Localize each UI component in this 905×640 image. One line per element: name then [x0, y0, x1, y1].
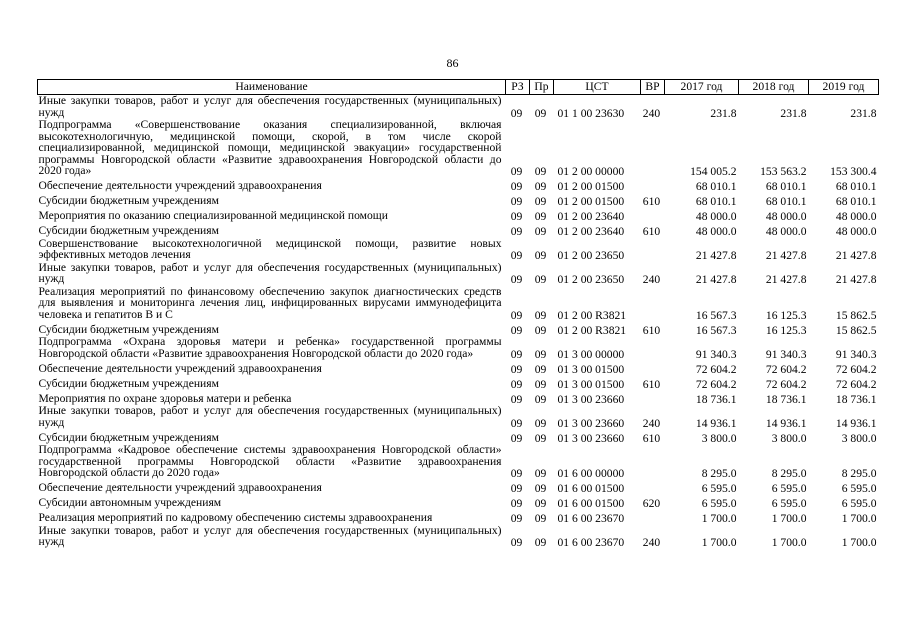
row-rz: 09 [510, 106, 523, 120]
row-vr: 240 [642, 416, 661, 430]
row-vr: 610 [642, 431, 661, 445]
row-name: Субсидии бюджетным учреждениям [38, 376, 219, 390]
row-vr [641, 480, 665, 495]
row-name: Субсидии автономным учреждениям [38, 496, 222, 509]
table-header-row [38, 80, 879, 95]
table-row [38, 429, 879, 444]
row-cst: 01 6 00 00000 [557, 467, 625, 480]
row-pr: 09 [534, 362, 547, 376]
row-cst: 01 6 00 23670 [557, 536, 625, 549]
row-vr: 240 [642, 273, 661, 286]
row-rz: 09 [510, 308, 523, 322]
row-rz: 09 [510, 512, 523, 525]
row-vr: 610 [642, 195, 661, 208]
row-pr: 09 [534, 416, 547, 430]
row-value-2018: 21 427.8 [765, 273, 807, 286]
row-value-2018: 8 295.0 [771, 467, 807, 480]
row-value-2019: 21 427.8 [835, 273, 877, 286]
row-value-2017: 21 427.8 [695, 249, 737, 262]
row-vr [641, 510, 665, 525]
row-name: Обеспечение деятельности учреждений здравоохранения [38, 481, 322, 494]
row-value-2018: 21 427.8 [765, 249, 807, 262]
row-value-2018: 72 604.2 [765, 362, 807, 376]
row-value-2017: 68 010.1 [695, 195, 737, 208]
table-row [38, 444, 879, 480]
table-row [38, 336, 879, 360]
row-value-2017: 48 000.0 [695, 210, 737, 223]
row-pr: 09 [534, 512, 547, 525]
row-rz: 09 [510, 431, 523, 445]
row-value-2018: 6 595.0 [771, 482, 807, 495]
row-rz: 09 [510, 210, 523, 223]
row-name: Субсидии бюджетным учреждениям [38, 322, 219, 336]
row-value-2019: 72 604.2 [835, 377, 877, 391]
page-number: 86 [446, 56, 459, 70]
row-cst: 01 3 00 23660 [557, 392, 625, 406]
header-2017: 2017 год [665, 80, 739, 95]
row-value-2017: 14 936.1 [695, 416, 737, 430]
row-cst: 01 6 00 01500 [557, 482, 625, 495]
header-rz: РЗ [506, 80, 530, 95]
table-row [38, 321, 879, 336]
row-pr: 09 [534, 377, 547, 391]
row-pr: 09 [534, 482, 547, 495]
header-vr: ВР [641, 80, 665, 95]
row-value-2018: 72 604.2 [765, 377, 807, 391]
row-value-2018: 6 595.0 [771, 497, 807, 510]
row-pr: 09 [534, 536, 547, 549]
row-cst: 01 2 00 00000 [557, 165, 625, 178]
row-rz: 09 [510, 482, 523, 495]
row-pr: 09 [534, 210, 547, 223]
row-value-2019: 68 010.1 [835, 195, 877, 208]
row-rz: 09 [510, 362, 523, 376]
row-rz: 09 [510, 467, 523, 480]
row-cst: 01 3 00 23660 [557, 431, 625, 445]
row-value-2018: 153 563.2 [760, 165, 807, 178]
row-pr: 09 [534, 497, 547, 510]
row-name: Реализация мероприятий по финансовому обеспечению закупок диагностических средств для выявления и мониторинга лечения лиц, инфицированных вирусами иммунодефицита человека и гепатитов B и C [38, 284, 502, 321]
row-value-2017: 21 427.8 [695, 273, 737, 286]
table-row [38, 286, 879, 322]
header-pr: Пр [530, 80, 554, 95]
row-rz: 09 [510, 180, 523, 193]
row-vr [641, 238, 665, 262]
row-name: Мероприятия по охране здоровья матери и ребенка [38, 391, 292, 405]
row-value-2018: 14 936.1 [765, 416, 807, 430]
row-value-2017: 91 340.3 [695, 347, 737, 361]
row-cst: 01 2 00 01500 [557, 195, 625, 208]
table-row [38, 360, 879, 375]
row-value-2019: 231.8 [850, 106, 877, 120]
table-row [38, 223, 879, 238]
row-value-2017: 18 736.1 [695, 392, 737, 406]
row-cst: 01 2 00 23650 [557, 249, 625, 262]
row-name: Обеспечение деятельности учреждений здравоохранения [38, 179, 322, 192]
table-row [38, 95, 879, 120]
table-row [38, 480, 879, 495]
row-cst: 01 2 00 R3821 [557, 323, 627, 337]
row-value-2019: 15 862.5 [835, 323, 877, 337]
row-rz: 09 [510, 225, 523, 238]
table-row [38, 375, 879, 390]
row-value-2018: 18 736.1 [765, 392, 807, 406]
row-cst: 01 3 00 01500 [557, 362, 625, 376]
row-vr: 240 [642, 536, 661, 549]
row-name: Иные закупки товаров, работ и услуг для обеспечения государственных (муниципальных) нужд [38, 94, 502, 119]
row-vr [641, 286, 665, 322]
row-rz: 09 [510, 195, 523, 208]
row-value-2017: 16 567.3 [695, 323, 737, 337]
table-row [38, 119, 879, 178]
row-name: Субсидии бюджетным учреждениям [38, 224, 219, 237]
row-value-2017: 231.8 [710, 106, 737, 120]
row-pr: 09 [534, 392, 547, 406]
row-value-2019: 48 000.0 [835, 225, 877, 238]
row-pr: 09 [534, 249, 547, 262]
row-value-2019: 14 936.1 [835, 416, 877, 430]
row-value-2018: 1 700.0 [771, 512, 807, 525]
header-name: Наименование [38, 80, 506, 95]
row-name: Подпрограмма «Кадровое обеспечение системы здравоохранения Новгородской области» государственной программы Новгородской области «Развитие здравоохранения Новгородской области до 2020 года» [38, 443, 502, 479]
row-vr [641, 360, 665, 375]
row-pr: 09 [534, 431, 547, 445]
row-vr [641, 444, 665, 480]
row-value-2019: 6 595.0 [841, 497, 877, 510]
row-value-2019: 91 340.3 [835, 347, 877, 361]
table-row [38, 495, 879, 510]
row-value-2017: 3 800.0 [701, 431, 737, 445]
row-value-2019: 18 736.1 [835, 392, 877, 406]
row-value-2019: 15 862.5 [835, 308, 877, 322]
header-2018: 2018 год [739, 80, 809, 95]
row-vr [641, 119, 665, 178]
row-pr: 09 [534, 323, 547, 337]
row-rz: 09 [510, 377, 523, 391]
row-pr: 09 [534, 273, 547, 286]
table-row [38, 238, 879, 262]
row-value-2019: 6 595.0 [841, 482, 877, 495]
row-value-2017: 16 567.3 [695, 308, 737, 322]
row-value-2018: 16 125.3 [765, 323, 807, 337]
row-vr [641, 336, 665, 360]
row-name: Реализация мероприятий по кадровому обеспечению системы здравоохранения [38, 511, 433, 524]
row-value-2017: 8 295.0 [701, 467, 737, 480]
row-value-2017: 68 010.1 [695, 180, 737, 193]
row-value-2019: 3 800.0 [841, 431, 877, 445]
row-vr [641, 390, 665, 405]
row-cst: 01 2 00 23640 [557, 225, 625, 238]
row-cst: 01 2 00 01500 [557, 180, 625, 193]
row-pr: 09 [534, 180, 547, 193]
table-row [38, 510, 879, 525]
row-pr: 09 [534, 195, 547, 208]
row-name: Иные закупки товаров, работ и услуг для обеспечения государственных (муниципальных) нужд [38, 260, 502, 285]
row-value-2017: 1 700.0 [701, 512, 737, 525]
row-value-2018: 3 800.0 [771, 431, 807, 445]
row-cst: 01 2 00 R3821 [557, 308, 627, 322]
row-pr: 09 [534, 347, 547, 361]
row-name: Субсидии бюджетным учреждениям [38, 194, 219, 207]
row-value-2018: 48 000.0 [765, 225, 807, 238]
row-value-2018: 16 125.3 [765, 308, 807, 322]
row-value-2018: 91 340.3 [765, 347, 807, 361]
row-name: Совершенствование высокотехнологичной медицинской помощи, развитие новых эффективных методов лечения [38, 236, 502, 261]
row-value-2017: 6 595.0 [701, 482, 737, 495]
row-cst: 01 6 00 23670 [557, 512, 625, 525]
row-value-2017: 72 604.2 [695, 362, 737, 376]
row-rz: 09 [510, 392, 523, 406]
row-pr: 09 [534, 165, 547, 178]
header-2019: 2019 год [809, 80, 879, 95]
table-row [38, 193, 879, 208]
row-rz: 09 [510, 416, 523, 430]
row-value-2019: 8 295.0 [841, 467, 877, 480]
row-value-2019: 153 300.4 [830, 165, 877, 178]
row-value-2019: 72 604.2 [835, 362, 877, 376]
row-cst: 01 2 00 23640 [557, 210, 625, 223]
row-cst: 01 2 00 23650 [557, 273, 625, 286]
row-value-2019: 1 700.0 [841, 536, 877, 549]
table-row [38, 525, 879, 549]
row-rz: 09 [510, 323, 523, 337]
row-value-2018: 1 700.0 [771, 536, 807, 549]
row-rz: 09 [510, 347, 523, 361]
row-value-2018: 68 010.1 [765, 180, 807, 193]
row-pr: 09 [534, 467, 547, 480]
row-value-2017: 1 700.0 [701, 536, 737, 549]
row-name: Подпрограмма «Совершенствование оказания специализированной, включая высокотехнологичную, медицинской помощи, скорой, в том числе скорой специализированной, медицинской помощи, медицинской эвакуации» государственной программы Новгородской области «Развитие здравоохранения Новгородской области до 2020 года» [38, 118, 502, 177]
row-name: Иные закупки товаров, работ и услуг для обеспечения государственных (муниципальных) нужд [38, 404, 502, 429]
row-value-2018: 68 010.1 [765, 195, 807, 208]
row-cst: 01 1 00 23630 [557, 106, 625, 120]
table-row [38, 390, 879, 405]
row-pr: 09 [534, 106, 547, 120]
row-rz: 09 [510, 497, 523, 510]
row-value-2019: 21 427.8 [835, 249, 877, 262]
row-value-2017: 72 604.2 [695, 377, 737, 391]
row-vr [641, 178, 665, 193]
row-pr: 09 [534, 308, 547, 322]
row-rz: 09 [510, 273, 523, 286]
row-vr: 610 [642, 225, 661, 238]
row-name: Подпрограмма «Охрана здоровья матери и ребенка» государственной программы Новгородской области «Развитие здравоохранения Новгородской области до 2020 года» [38, 335, 502, 360]
row-value-2018: 48 000.0 [765, 210, 807, 223]
row-value-2019: 48 000.0 [835, 210, 877, 223]
row-vr: 610 [642, 377, 661, 391]
row-name: Иные закупки товаров, работ и услуг для обеспечения государственных (муниципальных) нужд [38, 523, 502, 548]
table-row [38, 178, 879, 193]
row-name: Обеспечение деятельности учреждений здравоохранения [38, 361, 322, 375]
table-row [38, 405, 879, 429]
row-value-2019: 1 700.0 [841, 512, 877, 525]
table-body [38, 95, 879, 549]
row-value-2017: 48 000.0 [695, 225, 737, 238]
row-vr [641, 208, 665, 223]
row-pr: 09 [534, 225, 547, 238]
row-vr: 240 [642, 106, 661, 120]
table-row [38, 208, 879, 223]
budget-table [37, 79, 879, 549]
row-value-2018: 231.8 [780, 106, 807, 120]
row-cst: 01 3 00 00000 [557, 347, 625, 361]
row-rz: 09 [510, 536, 523, 549]
row-cst: 01 3 00 23660 [557, 416, 625, 430]
row-cst: 01 3 00 01500 [557, 377, 625, 391]
table-row [38, 262, 879, 286]
row-rz: 09 [510, 165, 523, 178]
header-cst: ЦСТ [554, 80, 641, 95]
row-vr: 610 [642, 323, 661, 337]
row-name: Мероприятия по оказанию специализированной медицинской помощи [38, 209, 388, 222]
row-value-2017: 6 595.0 [701, 497, 737, 510]
row-vr: 620 [642, 497, 661, 510]
row-rz: 09 [510, 249, 523, 262]
row-value-2019: 68 010.1 [835, 180, 877, 193]
row-cst: 01 6 00 01500 [557, 497, 625, 510]
row-name: Субсидии бюджетным учреждениям [38, 430, 219, 444]
row-value-2017: 154 005.2 [690, 165, 737, 178]
